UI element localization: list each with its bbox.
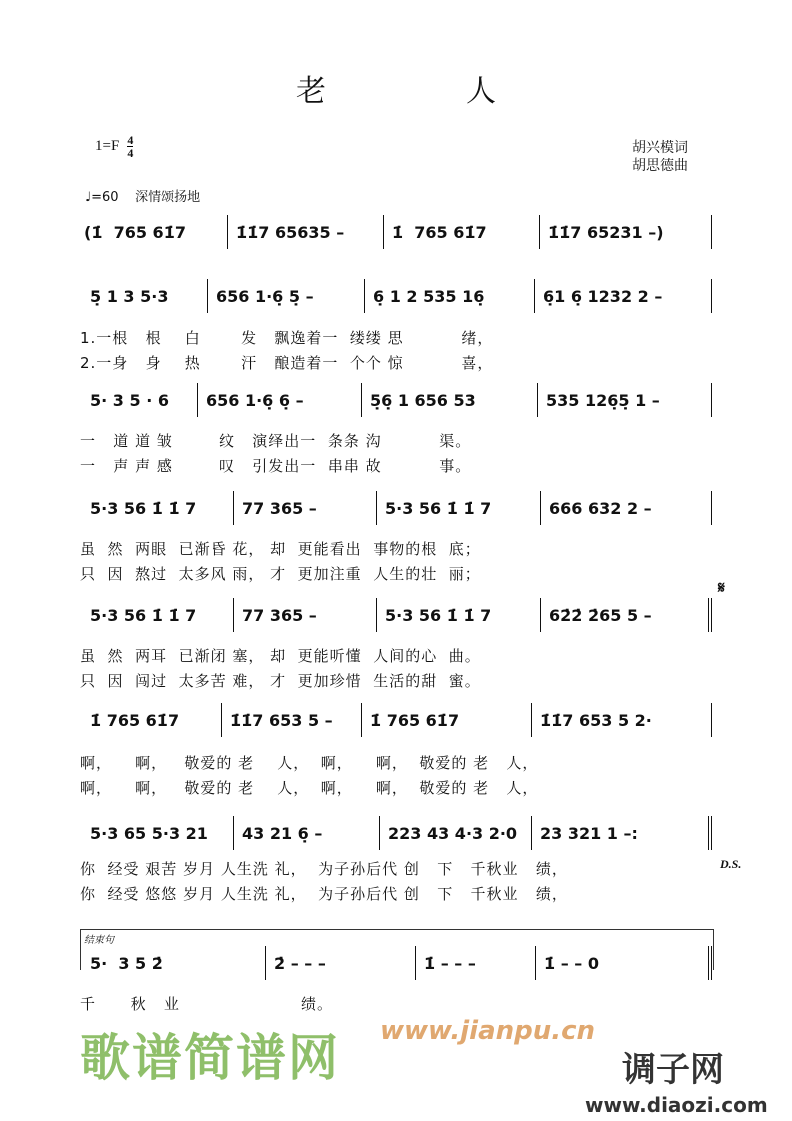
measure: 666 632 2 – (541, 491, 712, 525)
measure: 1̇1̇7 653 5 – (222, 703, 362, 737)
measure: 1̇1̇7 65231 –) (540, 215, 712, 249)
measure: 62̇2̇ 2̇65 5 – (541, 598, 712, 632)
measure: 5̣6̣ 1 656 53 (362, 383, 538, 417)
time-signature: $\frac{4}{4}$ (127, 133, 134, 160)
lyric-line: 啊， 啊， 敬爱的 老 人， 啊， 啊， 敬爱的 老 人， (80, 779, 539, 797)
lyricist: 胡兴模词 (632, 140, 688, 156)
lyric-line: 1.一根 根 白 发 飘逸着一 缕缕 思 绪， (80, 329, 494, 347)
lyric-line: 虽 然 两耳 已渐闭 塞， 却 更能听懂 人间的心 曲。 (80, 647, 481, 665)
dal-segno: D.S. (720, 857, 742, 871)
score-system (82, 491, 712, 525)
score-system (82, 215, 712, 249)
coda-bracket (80, 929, 714, 970)
tempo: ♩=60 (85, 190, 119, 205)
measure: 5·3 65 5·3 21 (82, 816, 234, 850)
measure: 656 1·6̣ 6̣ – (198, 383, 362, 417)
tempo-marking (85, 186, 200, 205)
measure: 5̣ 1 3 5·3 (82, 279, 208, 313)
measure: 6̣ 1 2 535 16̣ (365, 279, 535, 313)
coda-label: 结束句 (84, 935, 114, 946)
score-system (82, 598, 712, 632)
segno-icon: 𝄋 (718, 578, 725, 597)
lyric-line: 千 秋 业 绩。 (80, 995, 334, 1013)
measure: (1̇ 765 61̇7 (82, 215, 228, 249)
lyric-line: 虽 然 两眼 已渐昏 花， 却 更能看出 事物的根 底； (80, 540, 481, 558)
expression: 深情颂扬地 (135, 190, 201, 205)
score-system (82, 279, 712, 313)
lyric-line: 你 经受 艰苦 岁月 人生洗 礼， 为子孙后代 创 下 千秋业 绩， (80, 860, 568, 878)
key-label: 1=F (95, 138, 120, 154)
measure: 5·3 56 1̇ 1̇ 7 (377, 491, 541, 525)
measure: 1̇ 765 61̇7 (362, 703, 532, 737)
measure: 5·3 56 1̇ 1̇ 7 (82, 491, 234, 525)
watermark-site: www.diaozi.com (585, 1093, 768, 1117)
measure: 5· 3 5 · 6 (82, 383, 198, 417)
watermark-brand: 调子网 (622, 1050, 724, 1090)
measure: 2̇ – – – (266, 946, 416, 980)
measure: 5·3 56 1̇ 1̇ 7 (82, 598, 234, 632)
measure: 656 1·6̣ 5̣ – (208, 279, 365, 313)
measure: 223 43 4·3 2·0 (380, 816, 532, 850)
measure: 1̇ 765 61̇7 (384, 215, 540, 249)
score-system (82, 703, 712, 737)
lyric-line: 只 因 闯过 太多苦 难， 才 更加珍惜 生活的甜 蜜。 (80, 672, 481, 690)
measure: 1̇1̇7 653 5 2· (532, 703, 712, 737)
lyric-line: 你 经受 悠悠 岁月 人生洗 礼， 为子孙后代 创 下 千秋业 绩， (80, 885, 568, 903)
watermark-url: www.jianpu.cn (380, 1016, 596, 1046)
measure: 1̇ – – – (416, 946, 536, 980)
measure: 43 21 6̣ – (234, 816, 380, 850)
score-system (82, 383, 712, 417)
key-signature (95, 134, 133, 159)
measure: 1̇ – – 0 (536, 946, 712, 980)
measure: 77 365 – (234, 491, 377, 525)
measure: 1̇ 765 61̇7 (82, 703, 222, 737)
score-system (82, 816, 712, 850)
lyric-line: 一 声 声 感 叹 引发出一 串串 故 事。 (80, 457, 472, 475)
song-title: 老人 (296, 74, 636, 109)
measure: 23 321 1 –: (532, 816, 712, 850)
measure: 5· 3 5 2̇ (82, 946, 266, 980)
measure: 1̇1̇7 65635 – (228, 215, 384, 249)
composer: 胡思德曲 (632, 158, 688, 174)
watermark-logo: 歌谱简谱网 (80, 1029, 340, 1087)
lyric-line: 2.一身 身 热 汗 酿造着一 个个 惊 喜， (80, 354, 494, 372)
lyric-line: 一 道 道 皱 纹 演绎出一 条条 沟 渠。 (80, 432, 472, 450)
measure: 6̣1 6̣ 1232 2 – (535, 279, 712, 313)
lyric-line: 只 因 熬过 太多风 雨， 才 更加注重 人生的壮 丽； (80, 565, 481, 583)
measure: 5·3 56 1̇ 1̇ 7 (377, 598, 541, 632)
lyric-line: 啊， 啊， 敬爱的 老 人， 啊， 啊， 敬爱的 老 人， (80, 754, 539, 772)
measure: 535 126̣5̣ 1 – (538, 383, 712, 417)
measure: 77 365 – (234, 598, 377, 632)
